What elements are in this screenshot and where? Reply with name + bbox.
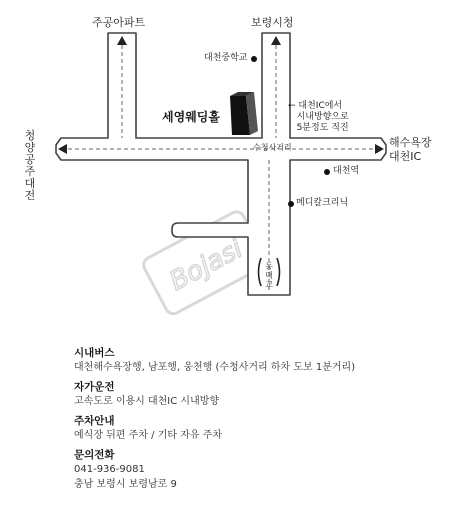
watermark-text: Bojasi bbox=[165, 233, 248, 297]
dest-east-ic: 대천IC bbox=[389, 150, 422, 163]
info-section-contact bbox=[74, 448, 454, 492]
venue-name: 세영웨딩홀 bbox=[162, 110, 220, 124]
clinic-dot-icon bbox=[288, 201, 294, 207]
info-line: 대천해수욕장행, 남포행, 웅천행 (수청사거리 하차 도보 1분거리) bbox=[74, 362, 356, 373]
venue-building-icon bbox=[230, 92, 258, 135]
info-title: 주차안내 bbox=[74, 415, 115, 427]
school-dot-icon bbox=[251, 56, 257, 62]
landmark-clinic: 메디칼크리닉 bbox=[296, 198, 349, 208]
bridge-label: 동대교 bbox=[265, 262, 273, 289]
info-panel bbox=[74, 346, 454, 497]
phone-number: 041-936-9081 bbox=[74, 464, 145, 475]
info-line: 예식장 뒤편 주차 / 기타 자유 주차 bbox=[74, 430, 223, 441]
landmark-school: 대천중학교 bbox=[204, 53, 248, 63]
info-title: 자가운전 bbox=[74, 381, 115, 393]
landmark-station: 대천역 bbox=[333, 166, 360, 176]
station-dot-icon bbox=[324, 169, 330, 175]
intersection-label: 수청사거리 bbox=[253, 143, 292, 152]
dest-north-left: 주공아파트 bbox=[92, 16, 146, 29]
info-section-driving bbox=[74, 380, 454, 409]
info-section-bus bbox=[74, 346, 454, 375]
info-section-parking bbox=[74, 414, 454, 443]
direction-note: ← 대천IC에서 시내방향으로 5분정도 직진 bbox=[288, 101, 349, 133]
address: 충남 보령시 보령남로 9 bbox=[74, 479, 177, 490]
info-title: 문의전화 bbox=[74, 449, 115, 461]
dest-north-right: 보령시청 bbox=[251, 16, 294, 29]
info-line: 고속도로 이용시 대천IC 시내방향 bbox=[74, 396, 220, 407]
info-title: 시내버스 bbox=[74, 347, 115, 359]
dest-west: 청양공주대전 bbox=[24, 129, 36, 202]
dest-east-beach: 해수욕장 bbox=[389, 136, 432, 149]
